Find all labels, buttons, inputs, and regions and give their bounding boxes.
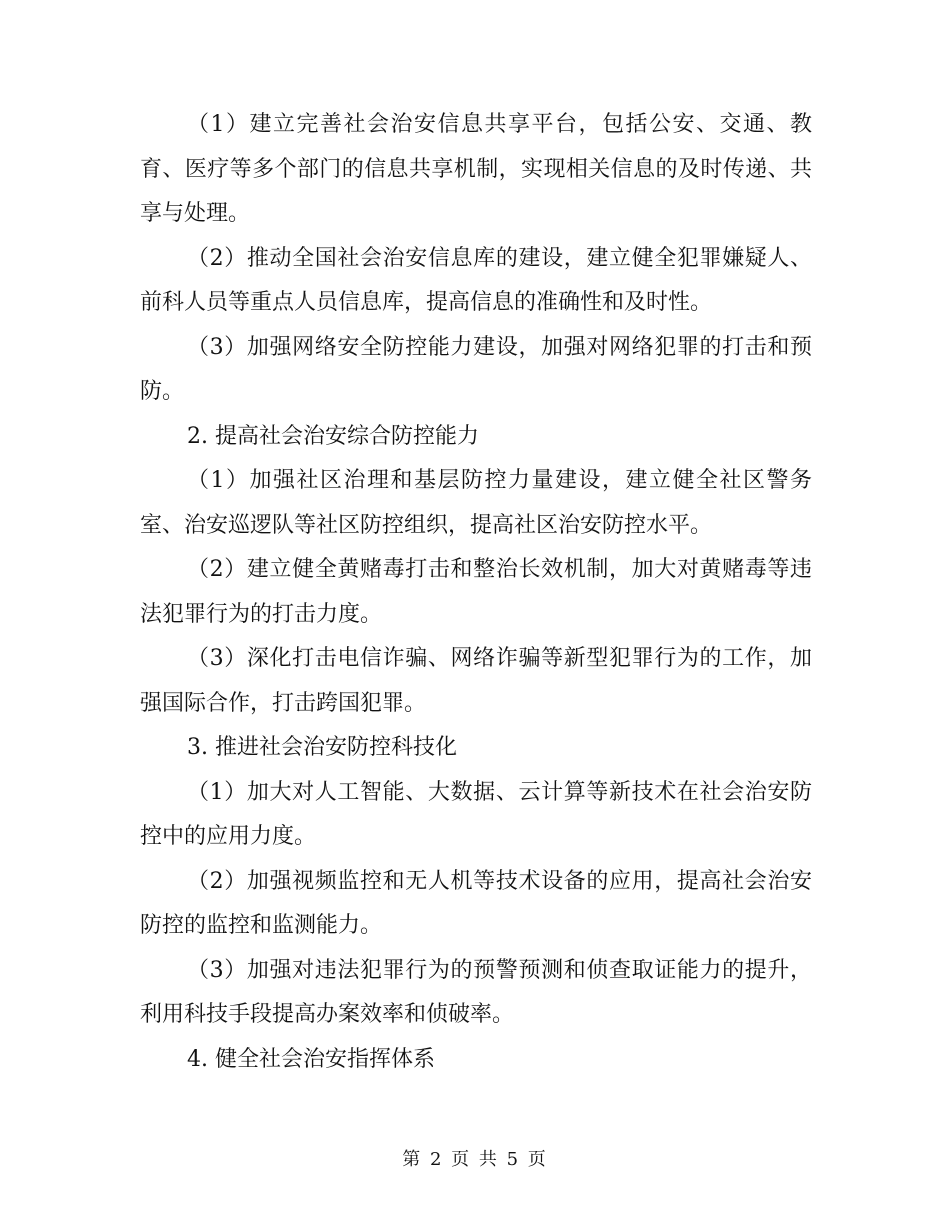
paragraph: （3）加强网络安全防控能力建设，加强对网络犯罪的打击和预防。 bbox=[140, 334, 812, 404]
section-heading: 4. 健全社会治安指挥体系 bbox=[187, 1046, 435, 1072]
page-number-footer: 第 2 页 共 5 页 bbox=[402, 1149, 548, 1170]
section-heading: 2. 提高社会治安综合防控能力 bbox=[187, 423, 479, 449]
paragraph: （1）建立完善社会治安信息共享平台，包括公安、交通、教育、医疗等多个部门的信息共享机制，实现相关信息的及时传递、共享与处理。 bbox=[140, 112, 812, 226]
document-body bbox=[140, 103, 812, 1082]
paragraph: （1）加大对人工智能、大数据、云计算等新技术在社会治安防控中的应用力度。 bbox=[140, 779, 812, 849]
section-heading: 3. 推进社会治安防控科技化 bbox=[187, 735, 457, 760]
paragraph: （2）加强视频监控和无人机等技术设备的应用，提高社会治安防控的监控和监测能力。 bbox=[140, 868, 812, 938]
paragraph: （2）推动全国社会治安信息库的建设，建立健全犯罪嫌疑人、前科人员等重点人员信息库，提高信息的准确性和及时性。 bbox=[140, 245, 812, 315]
paragraph: （1）加强社区治理和基层防控力量建设，建立健全社区警务室、治安巡逻队等社区防控组织，提高社区治安防控水平。 bbox=[140, 468, 812, 538]
paragraph: （3）深化打击电信诈骗、网络诈骗等新型犯罪行为的工作，加强国际合作，打击跨国犯罪。 bbox=[140, 646, 812, 716]
paragraph: （2）建立健全黄赌毒打击和整治长效机制，加大对黄赌毒等违法犯罪行为的打击力度。 bbox=[140, 557, 812, 627]
paragraph: （3）加强对违法犯罪行为的预警预测和侦查取证能力的提升，利用科技手段提高办案效率和侦破率。 bbox=[140, 957, 812, 1027]
